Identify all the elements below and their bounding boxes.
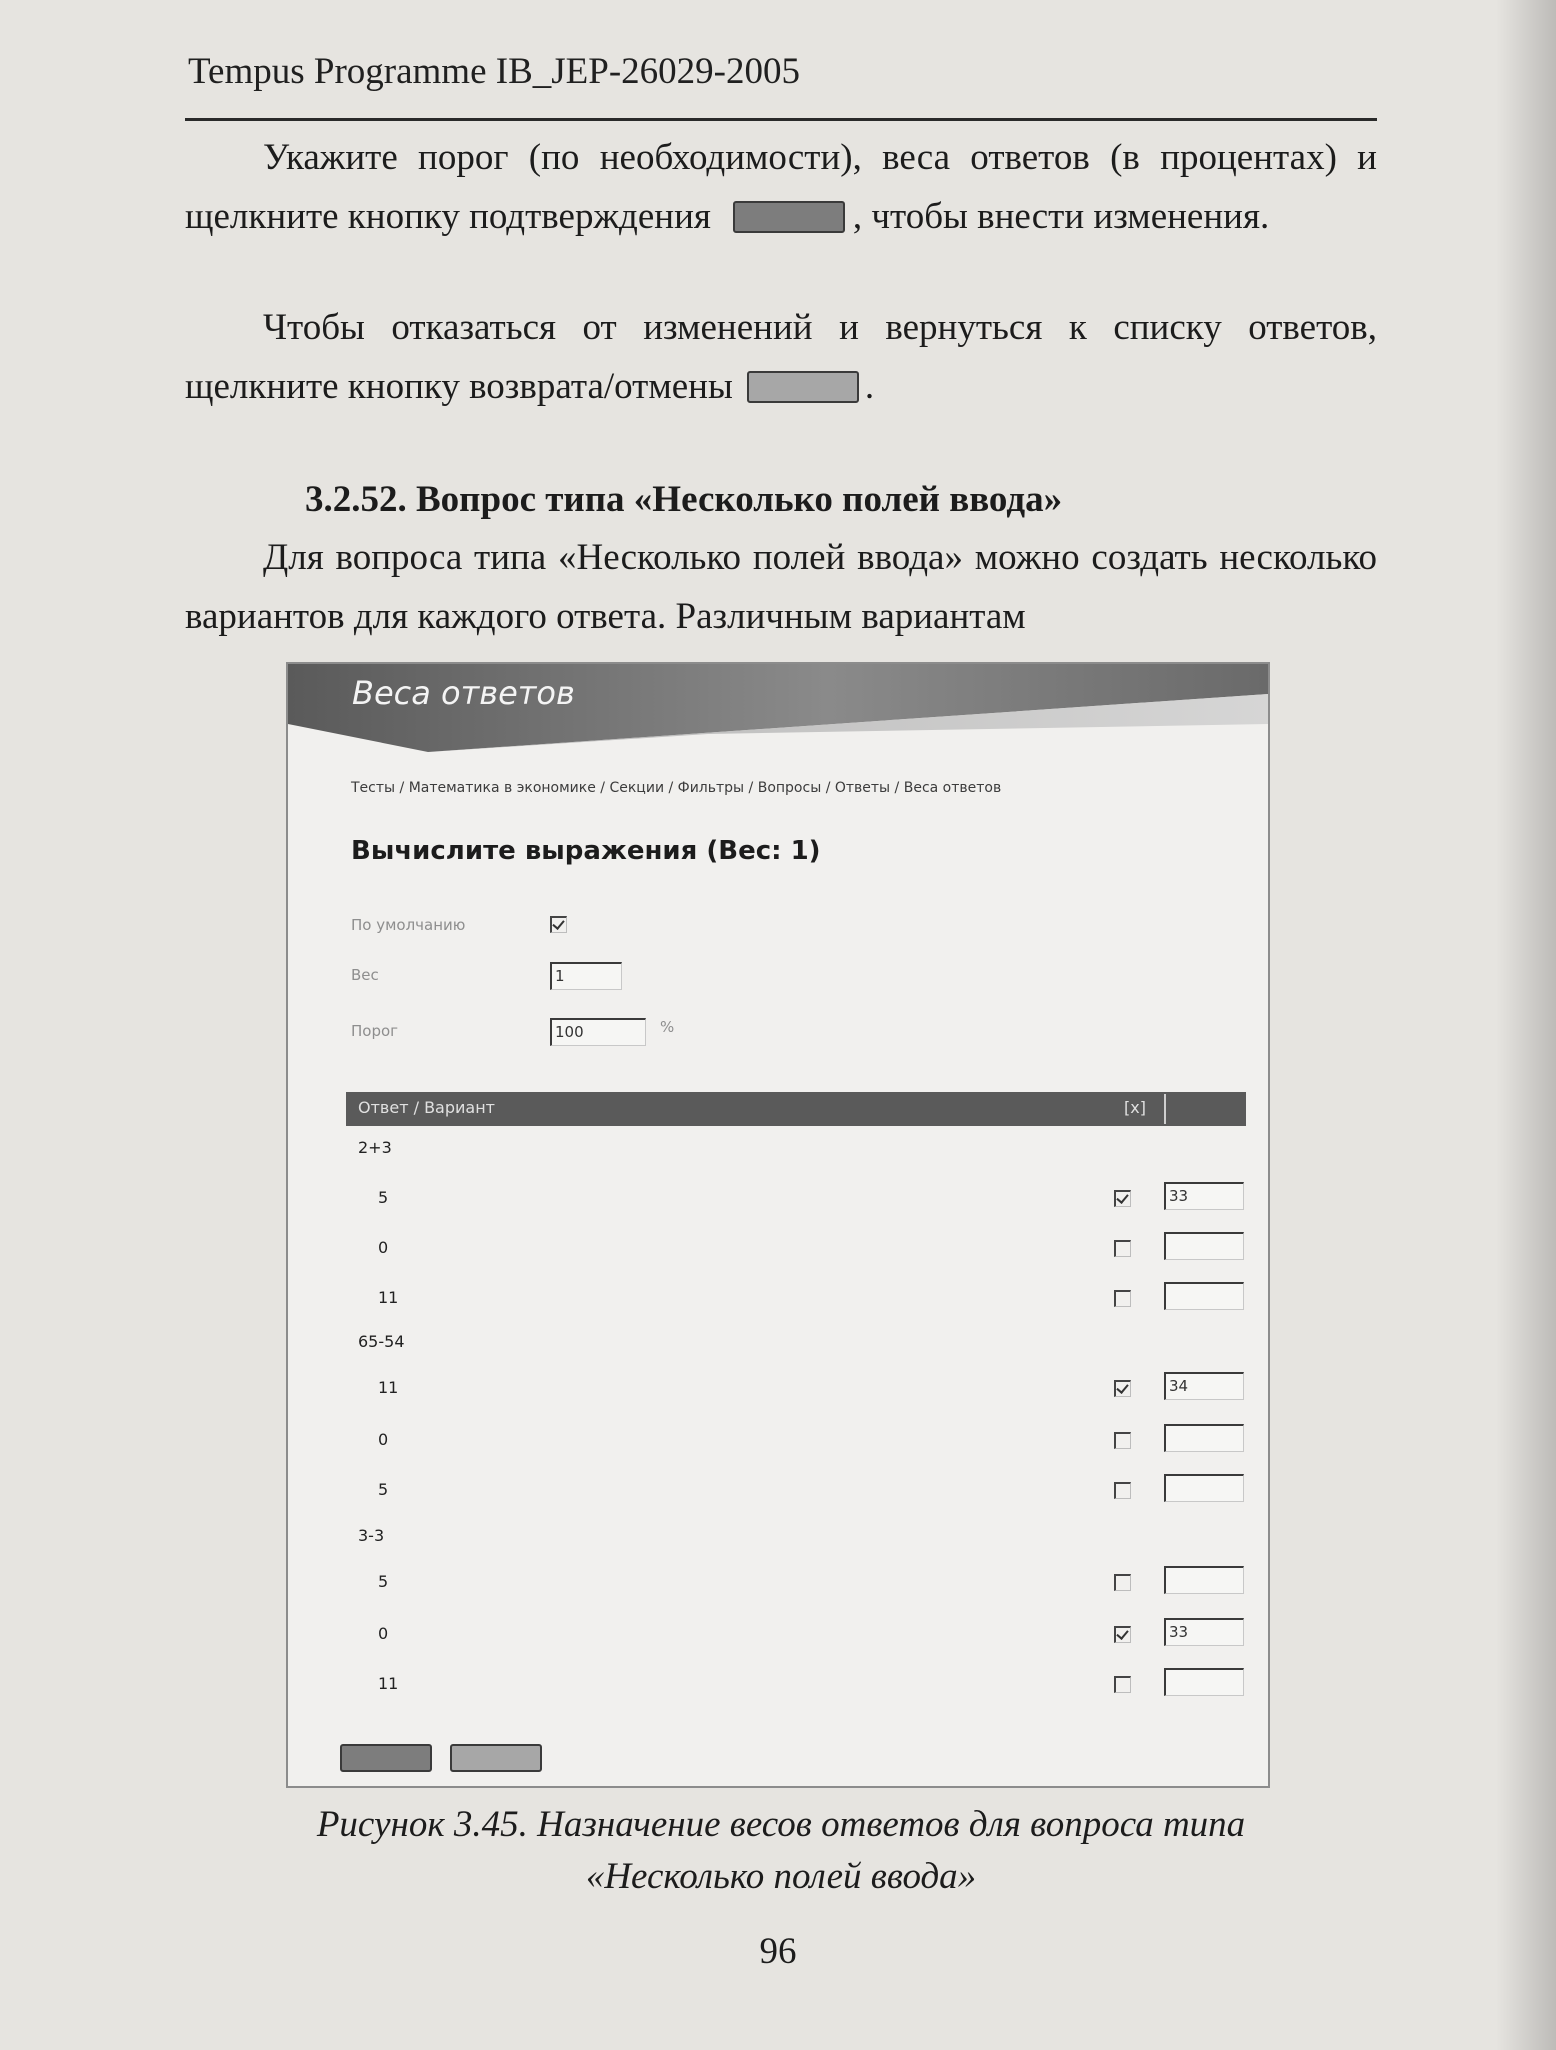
variant-weight-input[interactable]: 34 <box>1164 1372 1244 1400</box>
default-checkbox[interactable] <box>550 916 567 933</box>
variant-label: 5 <box>378 1480 389 1499</box>
running-head: Tempus Programme IB_JEP-26029-2005 <box>188 51 800 92</box>
back-button-illustration <box>747 371 859 403</box>
column-separator <box>1164 1094 1166 1124</box>
variant-checkbox[interactable] <box>1114 1380 1131 1397</box>
screenshot-figure <box>286 662 1270 1788</box>
variant-weight-input[interactable] <box>1164 1474 1244 1502</box>
paragraph-2 <box>185 298 1377 416</box>
paragraph-1-text-b: , чтобы внести изменения. <box>852 196 1270 237</box>
breadcrumb[interactable]: Тесты / Математика в экономике / Секции / Фильтры / Вопросы / Ответы / Веса ответов <box>351 780 1002 796</box>
percent-sign: % <box>660 1018 675 1036</box>
variant-weight-input[interactable] <box>1164 1566 1244 1594</box>
paragraph-3: Для вопроса типа «Несколько полей ввода» можно создать несколько вариантов для каждого ответа. Различным вариантам <box>185 537 1377 637</box>
variant-weight-input[interactable] <box>1164 1668 1244 1696</box>
variant-weight-input[interactable] <box>1164 1232 1244 1260</box>
variant-checkbox[interactable] <box>1114 1290 1131 1307</box>
variant-checkbox[interactable] <box>1114 1432 1131 1449</box>
threshold-label: Порог <box>351 1022 399 1040</box>
variant-weight-input[interactable] <box>1164 1282 1244 1310</box>
answer-label: 2+3 <box>358 1138 392 1157</box>
answer-variant-column-header: Ответ / Вариант <box>358 1098 495 1117</box>
answer-label: 3-3 <box>358 1526 385 1545</box>
variant-checkbox[interactable] <box>1114 1626 1131 1643</box>
question-heading: Вычислите выражения (Вес: 1) <box>351 836 821 866</box>
variant-checkbox[interactable] <box>1114 1190 1131 1207</box>
confirm-button-illustration <box>733 201 845 233</box>
threshold-input[interactable]: 100 <box>550 1018 646 1046</box>
confirm-button[interactable] <box>340 1744 432 1772</box>
paragraph-2-text-b: . <box>864 366 875 407</box>
variant-weight-input[interactable]: 33 <box>1164 1182 1244 1210</box>
variant-checkbox[interactable] <box>1114 1676 1131 1693</box>
variant-label: 0 <box>378 1238 389 1257</box>
variant-checkbox[interactable] <box>1114 1482 1131 1499</box>
banner-title: Веса ответов <box>352 674 575 712</box>
variant-checkbox[interactable] <box>1114 1574 1131 1591</box>
header-rule <box>185 118 1377 121</box>
figure-caption-line-1: Рисунок 3.45. Назначение весов ответов для вопроса типа <box>316 1804 1246 1845</box>
variant-label: 5 <box>378 1188 389 1207</box>
section-title: 3.2.52. Вопрос типа «Несколько полей ввода» <box>305 479 1063 520</box>
variant-label: 11 <box>378 1674 399 1693</box>
variant-weight-input[interactable]: 33 <box>1164 1618 1244 1646</box>
checkbox-column-header[interactable]: [x] <box>1124 1098 1146 1117</box>
variant-label: 5 <box>378 1572 389 1591</box>
variant-weight-input[interactable] <box>1164 1424 1244 1452</box>
back-button[interactable] <box>450 1744 542 1772</box>
variant-label: 11 <box>378 1288 399 1307</box>
variant-label: 0 <box>378 1430 389 1449</box>
variant-label: 0 <box>378 1624 389 1643</box>
default-label: По умолчанию <box>351 916 466 934</box>
weight-input[interactable]: 1 <box>550 962 622 990</box>
page-binding-shadow <box>1496 0 1556 2050</box>
variant-checkbox[interactable] <box>1114 1240 1131 1257</box>
table-header <box>346 1092 1246 1126</box>
page-number: 96 <box>759 1931 797 1972</box>
paragraph-2-text-a: Чтобы отказаться от изменений и вернуться к списку ответов, щелкните кнопку возврата/отмены <box>185 307 1377 407</box>
figure-caption-line-2: «Несколько полей ввода» <box>585 1856 977 1897</box>
variant-label: 11 <box>378 1378 399 1397</box>
paragraph-1 <box>185 128 1377 246</box>
paragraph-1-text-a: Укажите порог (по необходимости), веса ответов (в процентах) и щелкните кнопку подтверждения <box>185 137 1377 237</box>
weight-label: Вес <box>351 966 379 984</box>
answer-label: 65-54 <box>358 1332 405 1351</box>
